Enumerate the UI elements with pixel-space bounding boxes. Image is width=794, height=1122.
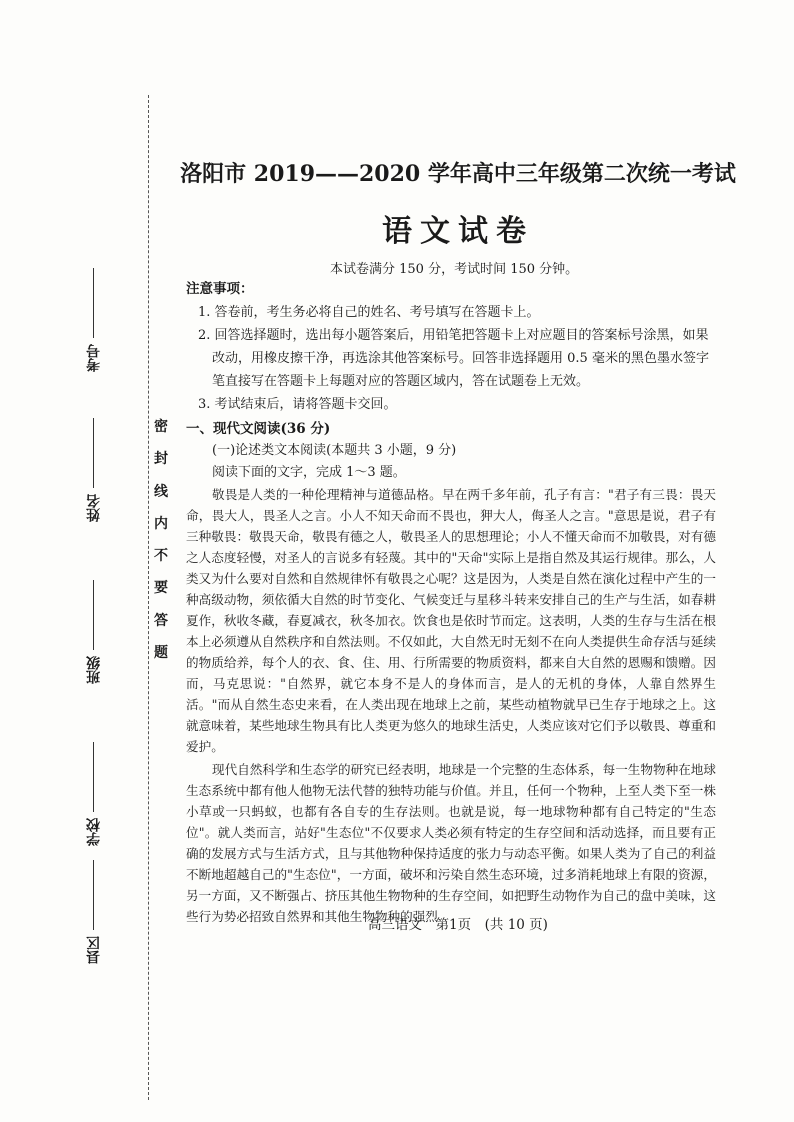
passage-paragraph: 现代自然科学和生态学的研究已经表明，地球是一个完整的生态体系，每一生物物种在地球生态系统中都有他人他物无法代替的独特功能与价值。并且，任何一个物种，上至人类下至一株小草或一只蚂蚁，也都有各自专的生存法则。也就是说，每一地球物种都有自己特定的"生态位"。就人类而言，站好"生态位"不仅要求人类必须有特定的生存空间和活动选择，而且要有正确的发展方式与生活方式，且与其他物种保持适度的张力与动态平衡。如果人类为了自己的利益不断地超越自己的"生态位"，一方面，破坏和污染自然生态环境，过多消耗地球上有限的资源，另一方面，又不断强占、挤压其他生物物种的生存空间，如把野生动物作为自己的盘中美味，这些行为势必招致自然界和其他生物物种的强烈 (186, 762, 716, 924)
seal-char: 要 (154, 580, 168, 597)
seal-char: 答 (154, 612, 168, 629)
seal-char: 内 (154, 515, 168, 532)
seal-char: 不 (154, 548, 168, 565)
seal-notice (149, 420, 173, 660)
note-item: 1. 答卷前，考生务必将自己的姓名、考号填写在答题卡上。 (198, 305, 540, 320)
name-field[interactable] (84, 418, 104, 522)
school-blank[interactable] (94, 742, 95, 812)
page-footer: 高三语文 第1页 (共 10 页) (368, 917, 548, 933)
section-heading: 一、现代文阅读(36 分) (186, 421, 331, 437)
exam-meta: 本试卷满分 150 分，考试时间 150 分钟。 (330, 262, 579, 277)
class-label: 班级 (86, 656, 102, 684)
seal-char: 密 (154, 419, 168, 435)
exam-title: 洛阳市 2019——2020 学年高中三年级第二次统一考试 (180, 161, 736, 187)
notes-heading: 注意事项： (186, 281, 254, 297)
seal-char: 题 (154, 644, 168, 661)
name-blank[interactable] (94, 418, 95, 488)
school-field[interactable] (84, 742, 104, 846)
subsection-heading: (一)论述类文本阅读(本题共 3 小题，9 分) (212, 443, 457, 458)
seal-char: 线 (154, 483, 168, 500)
school-label: 学校 (86, 818, 102, 846)
note-item: 3. 考试结束后，请将答题卡交回。 (198, 397, 397, 412)
name-label: 姓名 (86, 494, 102, 522)
reading-instruction: 阅读下面的文字，完成 1～3 题。 (212, 465, 406, 480)
exam-number-label: 考号 (86, 344, 102, 372)
note-item: 2. 回答选择题时，选出每小题答案后，用铅笔把答题卡上对应题目的答案标号涂黑，如果改动，用橡皮擦干净，再选涂其他答案标号。回答非选择题用 0.5 毫米的黑色墨水签字笔直接写在答题卡上每题对应的答题区域内，答在试题卷上无效。 (198, 328, 709, 389)
class-field[interactable] (84, 580, 104, 684)
exam-content (186, 277, 716, 927)
county-blank[interactable] (94, 860, 95, 930)
exam-number-blank[interactable] (94, 268, 95, 338)
passage-paragraph: 敬畏是人类的一种伦理精神与道德品格。早在两千多年前，孔子有言："君子有三畏：畏天命，畏大人，畏圣人之言。小人不知天命而不畏也，狎大人，侮圣人之言。"意思是说，君子有三种敬畏：敬畏天命，敬畏有德之人，敬畏圣人的思想理论；小人不懂天命而不加敬畏，对有德之人态度轻慢，对圣人的言说多有轻蔑。其中的"天命"实际上是指自然及其运行规律。那么，人类又为什么要对自然和自然规律怀有敬畏之心呢？这是因为，人类是自然在演化过程中产生的一种高级动物，须依循大自然的时节变化、气候变迁与星移斗转来安排自己的生产与生活，如春耕夏作，秋收冬藏，春夏减衣，秋冬加衣。饮食也是依时节而定。这表明，人类的生存与生活在根本上必须遵从自然秩序和自然法则。不仅如此，大自然无时无刻不在向人类提供生命存活与延续的物质给养，每个人的衣、食、住、用、行所需要的物质资料，都来自大自然的恩赐和馈赠。因而，马克思说："自然界，就它本身不是人的身体而言，是人的无机的身体，人靠自然界生活。"而从自然生态史来看，在人类出现在地球上之前，某些动植物就早已生存于地球之上。这就意味着，某些地球生物具有比人类更为悠久的地球生活史，人类应该对它们予以敬畏、尊重和爱护。 (186, 487, 716, 754)
county-field[interactable] (84, 860, 104, 964)
subject-title: 语文试卷 (382, 214, 534, 249)
county-label: 县区 (86, 936, 102, 964)
seal-char: 封 (154, 451, 168, 468)
exam-number-field[interactable] (84, 268, 104, 372)
class-blank[interactable] (94, 580, 95, 650)
